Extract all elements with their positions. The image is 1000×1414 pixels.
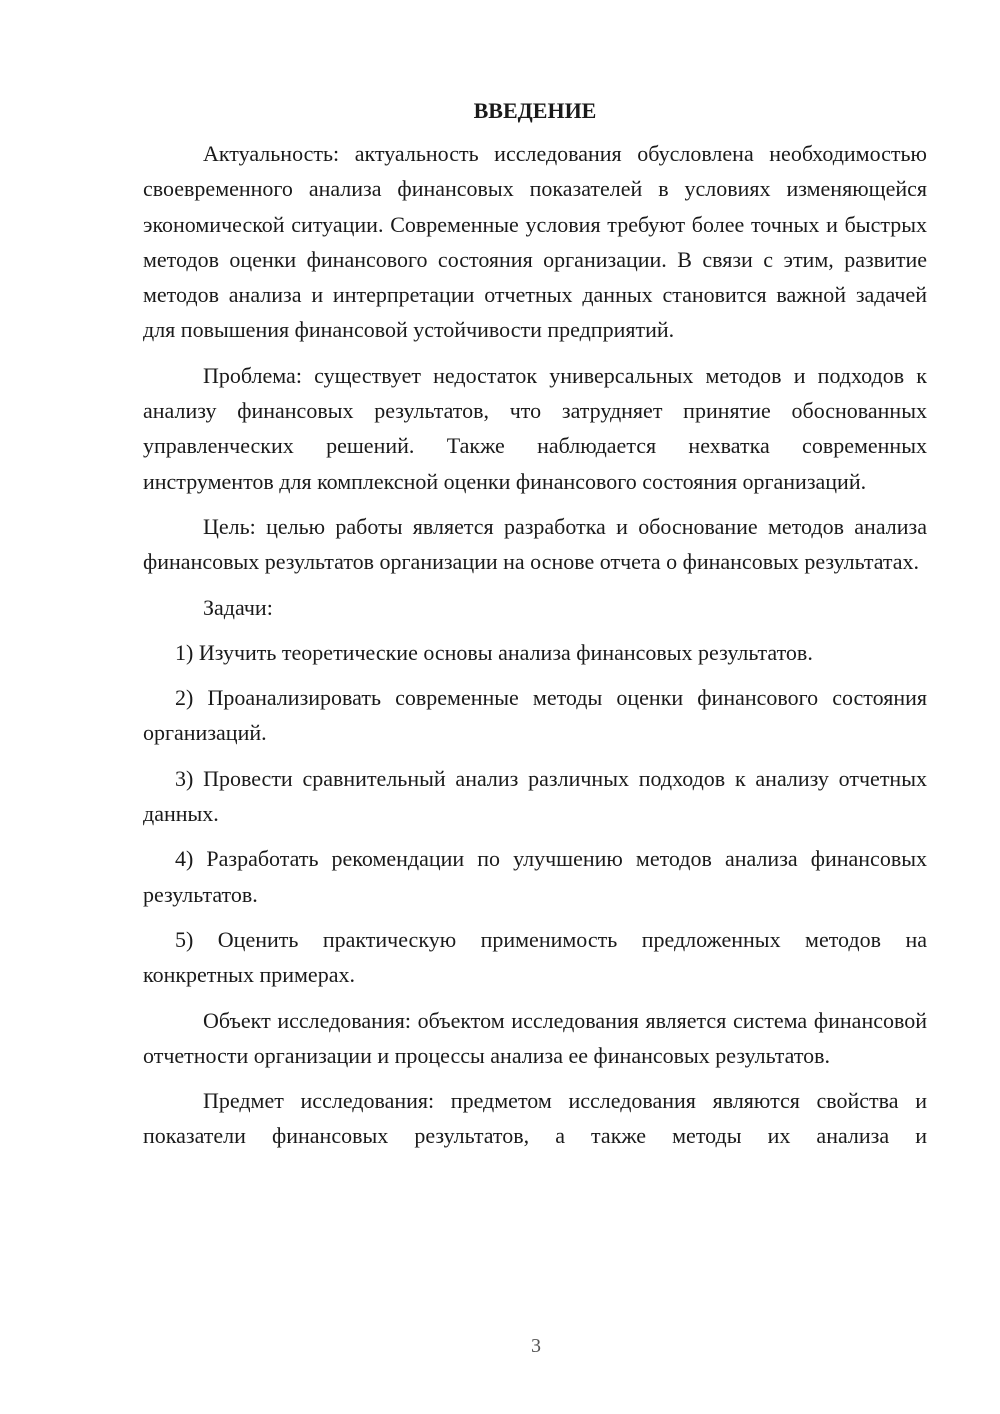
task-item: 2) Проанализировать современные методы оценки финансового состояния организаций. bbox=[143, 685, 927, 746]
tasks-heading: Задачи: bbox=[203, 594, 273, 620]
section-title: ВВЕДЕНИЕ bbox=[473, 98, 597, 123]
goal-paragraph: Цель: целью работы является разработка и обоснование методов анализа финансовых результатов организации на основе отчета о финансовых результатах. bbox=[143, 513, 927, 575]
subject-paragraph: Предмет исследования: предметом исследования являются свойства и показатели финансовых результатов, а также методы их анализа и bbox=[143, 1088, 927, 1149]
problem-paragraph: Проблема: существует недостаток универсальных методов и подходов к анализу финансовых результатов, что затрудняет принятие обоснованных управленческих решений. Также наблюдается нехватка современных инструментов для комплексной оценки финансового состояния организаций. bbox=[143, 362, 927, 494]
task-item: 3) Провести сравнительный анализ различных подходов к анализу отчетных данных. bbox=[143, 765, 927, 827]
task-item: 4) Разработать рекомендации по улучшению методов анализа финансовых результатов. bbox=[143, 846, 927, 907]
object-paragraph: Объект исследования: объектом исследования является система финансовой отчетности организации и процессы анализа ее финансовых результатов. bbox=[143, 1007, 927, 1068]
relevance-paragraph: Актуальность: актуальность исследования обусловлена необходимостью своевременного анализа финансовых показателей в условиях изменяющейся экономической ситуации. Современные условия требуют более точных и быстрых методов оценки финансового состояния организации. В связи с этим, развитие методов анализа и интерпретации отчетных данных становится важной задачей для повышения финансовой устойчивости предприятий. bbox=[143, 141, 927, 343]
page-content bbox=[143, 96, 927, 1154]
task-item: 5) Оценить практическую применимость предложенных методов на конкретных примерах. bbox=[143, 926, 927, 988]
page-number: 3 bbox=[531, 1335, 541, 1357]
task-item: 1) Изучить теоретические основы анализа финансовых результатов. bbox=[175, 639, 813, 665]
